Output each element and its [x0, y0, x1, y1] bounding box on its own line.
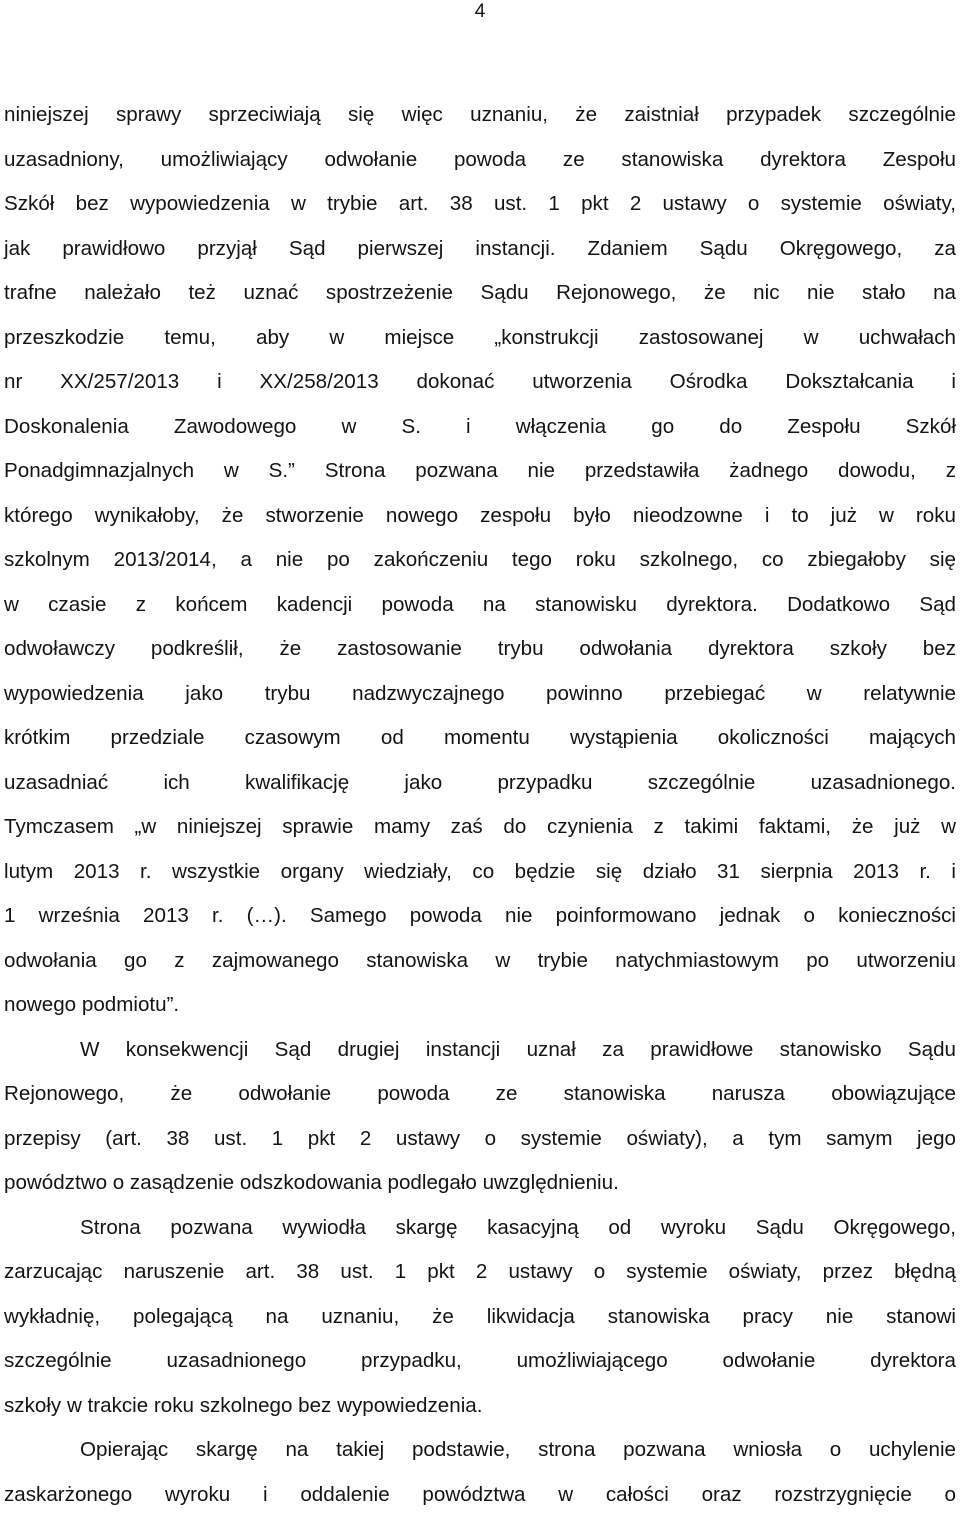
text-line: powództwo o zasądzenie odszkodowania podlegało uwzględnieniu. — [4, 1161, 956, 1206]
text-line: niniejszej sprawy sprzeciwiają się więc uznaniu, że zaistniał przypadek szczególnie — [4, 93, 956, 138]
paragraph-4 — [4, 1428, 956, 1517]
paragraph-1 — [4, 93, 956, 1028]
paragraph-3 — [4, 1206, 956, 1429]
text-line: odwołania go z zajmowanego stanowiska w trybie natychmiastowym po utworzeniu — [4, 939, 956, 984]
text-line: Doskonalenia Zawodowego w S. i włączenia go do Zespołu Szkół — [4, 405, 956, 450]
text-line: wykładnię, polegającą na uznaniu, że likwidacja stanowiska pracy nie stanowi — [4, 1295, 956, 1340]
text-line: przeszkodzie temu, aby w miejsce „konstrukcji zastosowanej w uchwałach — [4, 316, 956, 361]
document-body — [4, 93, 956, 1517]
text-line: Ponadgimnazjalnych w S.” Strona pozwana nie przedstawiła żadnego dowodu, z — [4, 449, 956, 494]
text-line: Szkół bez wypowiedzenia w trybie art. 38 ust. 1 pkt 2 ustawy o systemie oświaty, — [4, 182, 956, 227]
text-line: jak prawidłowo przyjął Sąd pierwszej instancji. Zdaniem Sądu Okręgowego, za — [4, 227, 956, 272]
text-line: szczególnie uzasadnionego przypadku, umożliwiającego odwołanie dyrektora — [4, 1339, 956, 1384]
text-line: nowego podmiotu”. — [4, 983, 956, 1028]
page-number: 4 — [0, 0, 960, 24]
text-line: krótkim przedziale czasowym od momentu wystąpienia okoliczności mających — [4, 716, 956, 761]
text-line: nr XX/257/2013 i XX/258/2013 dokonać utworzenia Ośrodka Dokształcania i — [4, 360, 956, 405]
text-line: trafne należało też uznać spostrzeżenie Sądu Rejonowego, że nic nie stało na — [4, 271, 956, 316]
text-line: zarzucając naruszenie art. 38 ust. 1 pkt 2 ustawy o systemie oświaty, przez błędną — [4, 1250, 956, 1295]
text-line: Tymczasem „w niniejszej sprawie mamy zaś do czynienia z takimi faktami, że już w — [4, 805, 956, 850]
text-line: odwoławczy podkreślił, że zastosowanie trybu odwołania dyrektora szkoły bez — [4, 627, 956, 672]
text-line: wypowiedzenia jako trybu nadzwyczajnego powinno przebiegać w relatywnie — [4, 672, 956, 717]
paragraph-2 — [4, 1028, 956, 1206]
text-line: Strona pozwana wywiodła skargę kasacyjną od wyroku Sądu Okręgowego, — [4, 1206, 956, 1251]
text-line: w czasie z końcem kadencji powoda na stanowisku dyrektora. Dodatkowo Sąd — [4, 583, 956, 628]
text-line: 1 września 2013 r. (…). Samego powoda nie poinformowano jednak o konieczności — [4, 894, 956, 939]
text-line: W konsekwencji Sąd drugiej instancji uznał za prawidłowe stanowisko Sądu — [4, 1028, 956, 1073]
text-line: uzasadniony, umożliwiający odwołanie powoda ze stanowiska dyrektora Zespołu — [4, 138, 956, 183]
text-line: szkoły w trakcie roku szkolnego bez wypowiedzenia. — [4, 1384, 956, 1429]
text-line: szkolnym 2013/2014, a nie po zakończeniu tego roku szkolnego, co zbiegałoby się — [4, 538, 956, 583]
text-line: zaskarżonego wyroku i oddalenie powództwa w całości oraz rozstrzygnięcie o — [4, 1473, 956, 1517]
text-line: którego wynikałoby, że stworzenie nowego zespołu było nieodzowne i to już w roku — [4, 494, 956, 539]
text-line: lutym 2013 r. wszystkie organy wiedziały, co będzie się działo 31 sierpnia 2013 r. i — [4, 850, 956, 895]
text-line: Opierając skargę na takiej podstawie, strona pozwana wniosła o uchylenie — [4, 1428, 956, 1473]
text-line: uzasadniać ich kwalifikację jako przypadku szczególnie uzasadnionego. — [4, 761, 956, 806]
text-line: Rejonowego, że odwołanie powoda ze stanowiska narusza obowiązujące — [4, 1072, 956, 1117]
text-line: przepisy (art. 38 ust. 1 pkt 2 ustawy o systemie oświaty), a tym samym jego — [4, 1117, 956, 1162]
